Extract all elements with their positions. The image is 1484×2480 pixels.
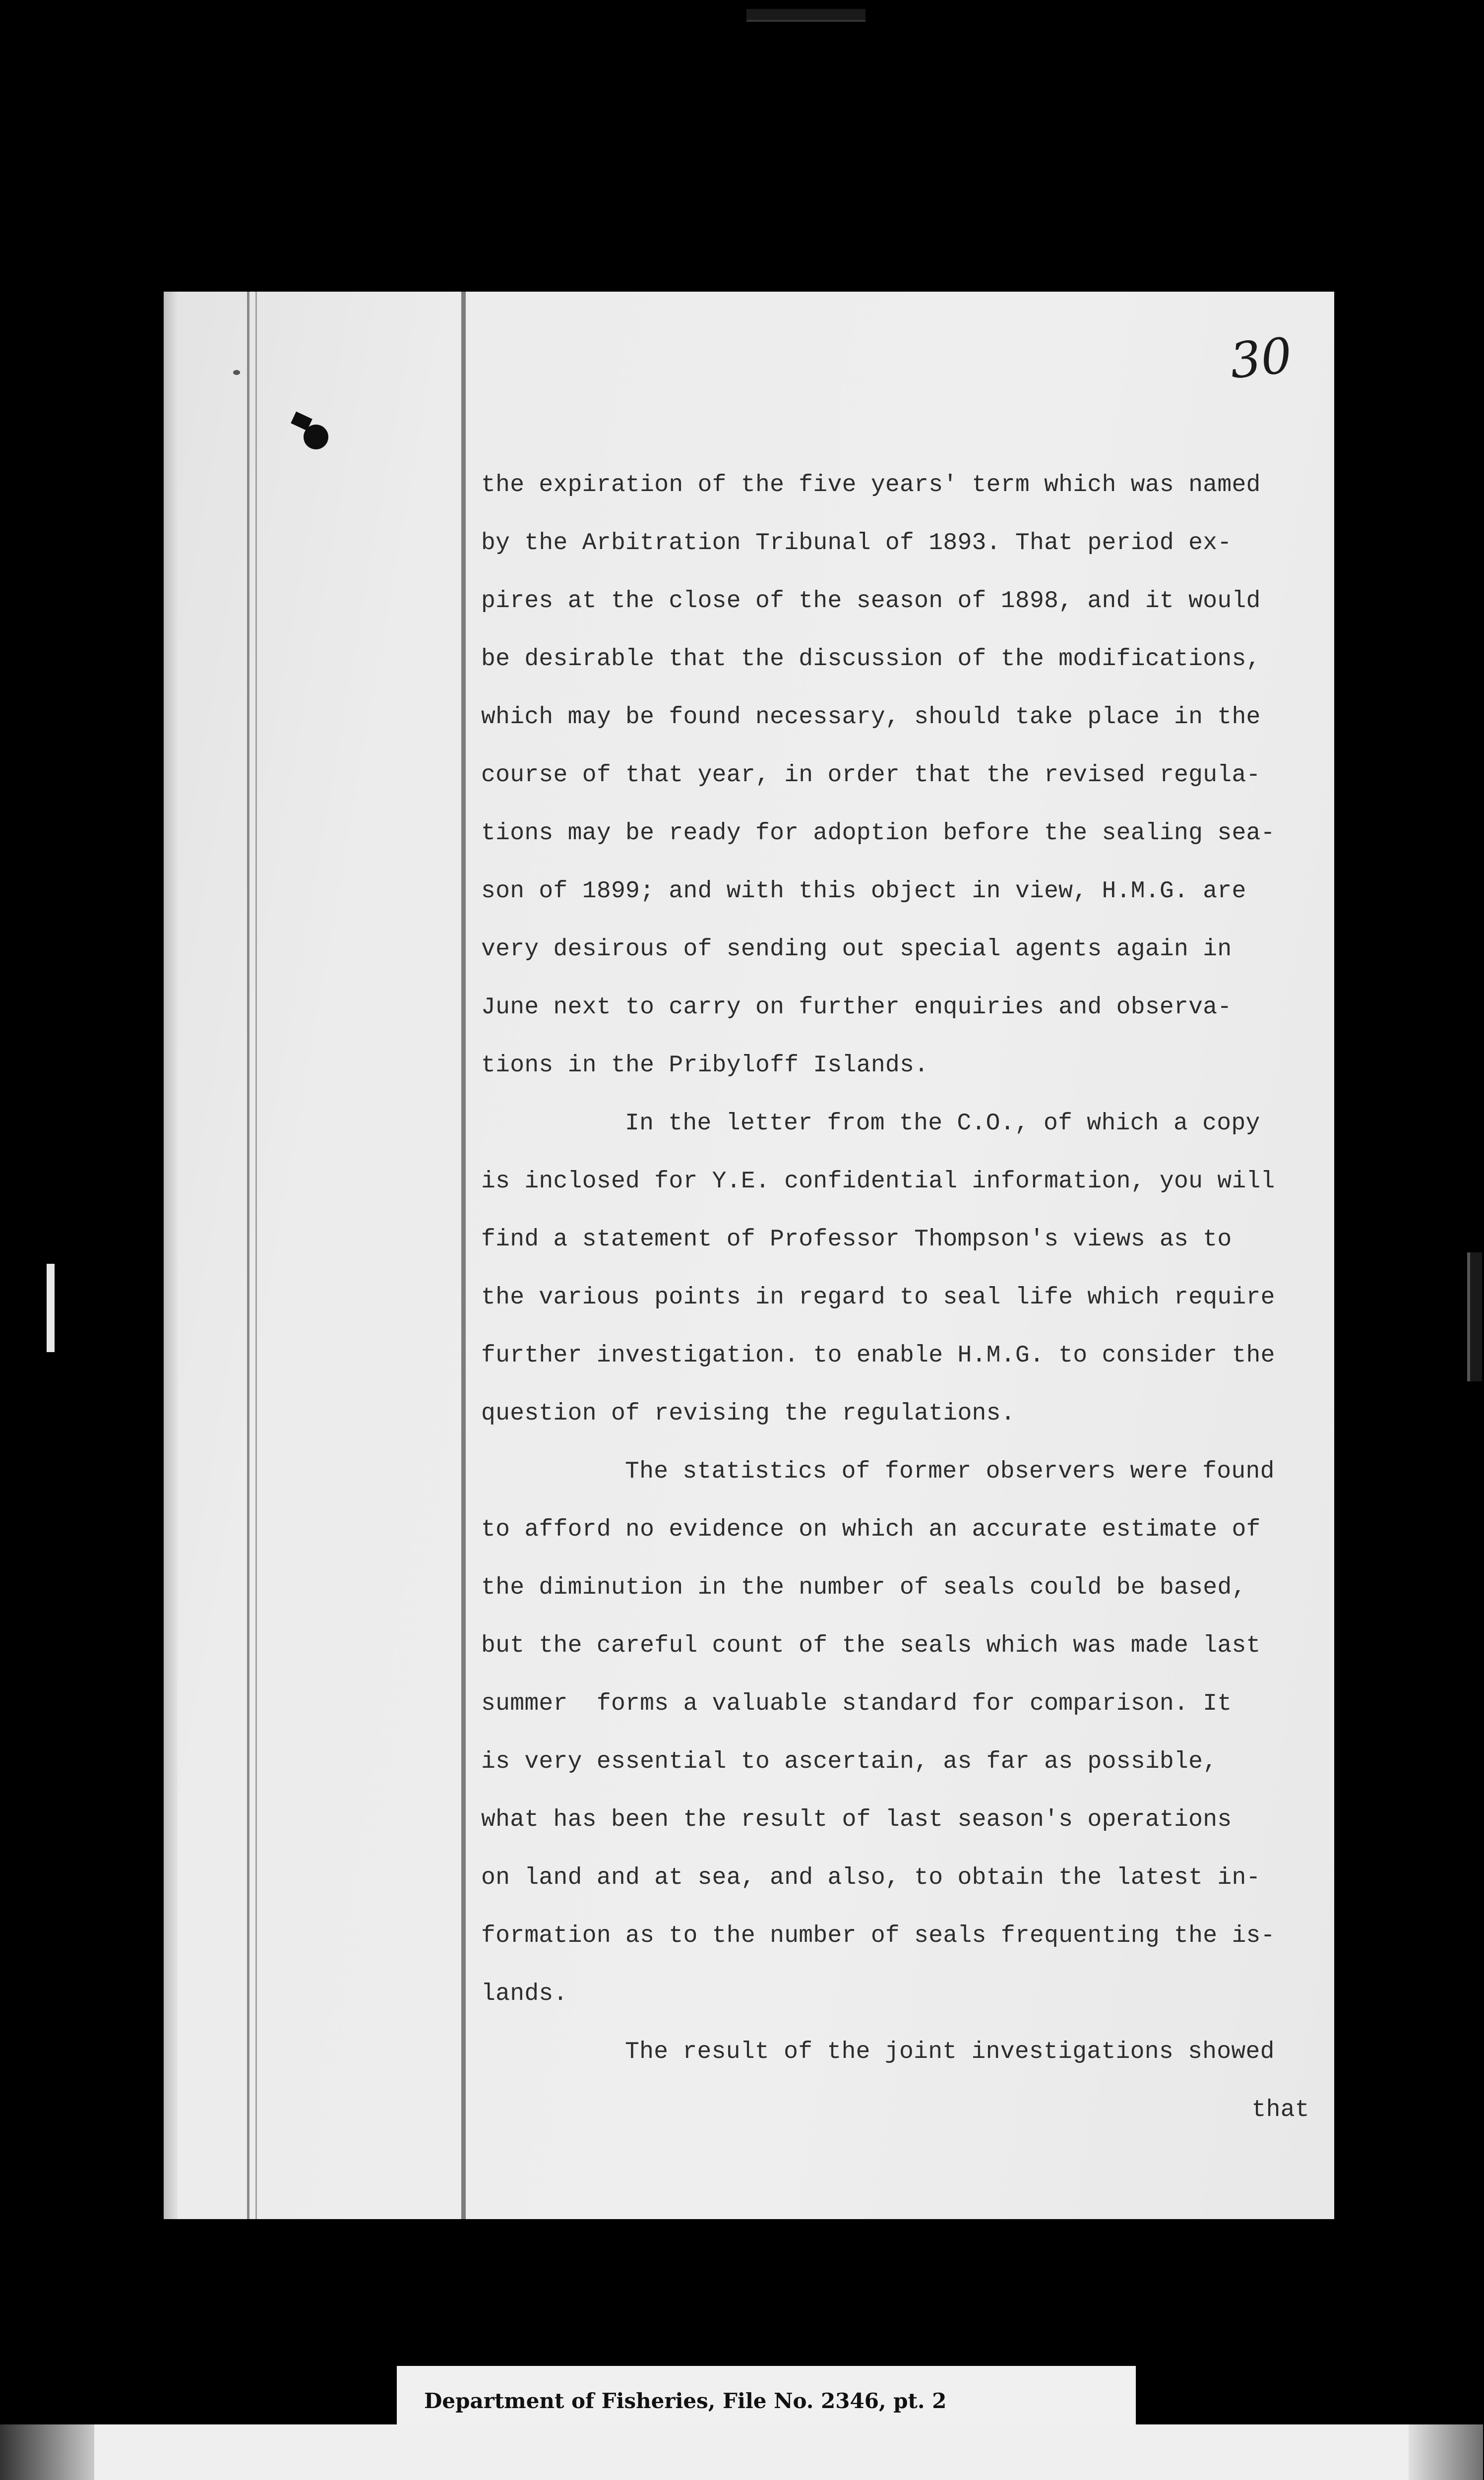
text-line: lands.	[481, 1981, 568, 2007]
text-line: tions in the Pribyloff Islands.	[481, 1052, 929, 1079]
archive-label-card	[94, 2424, 1414, 2480]
card-edge-shadow	[0, 2424, 94, 2480]
margin-rule	[461, 292, 466, 2219]
page-number: 30	[1227, 327, 1295, 390]
document-page	[164, 292, 1334, 2219]
card-edge-shadow	[1409, 2424, 1483, 2480]
punch-hole	[304, 425, 328, 449]
margin-rule	[247, 292, 249, 2219]
text-line: is inclosed for Y.E. confidential information, you will	[481, 1168, 1275, 1195]
text-line: is very essential to ascertain, as far as possible,	[481, 1748, 1218, 1775]
text-line: the various points in regard to seal life which require	[481, 1284, 1275, 1311]
letter-body	[481, 456, 1319, 2139]
text-line: what has been the result of last season's operations	[481, 1806, 1232, 1833]
film-edge-mark	[47, 1264, 55, 1352]
text-line: tions may be ready for adoption before the sealing sea-	[481, 820, 1275, 847]
top-edge-mark	[746, 9, 866, 22]
page-edge-shadow	[164, 292, 178, 2219]
text-line: very desirous of sending out special agents again in	[481, 936, 1232, 963]
file-reference: Department of Fisheries, File No. 2346, pt. 2	[424, 2389, 947, 2413]
text-line: further investigation. to enable H.M.G. to consider the	[481, 1342, 1275, 1369]
text-line: find a statement of Professor Thompson's views as to	[481, 1226, 1232, 1253]
text-line: which may be found necessary, should take place in the	[481, 704, 1261, 731]
text-line: the diminution in the number of seals could be based,	[481, 1574, 1246, 1601]
text-line: June next to carry on further enquiries and observa-	[481, 994, 1232, 1021]
paragraph-start-line: In the letter from the C.O., of which a copy	[625, 1110, 1260, 1137]
text-line: son of 1899; and with this object in view, H.M.G. are	[481, 878, 1246, 905]
paragraph-start-line: The statistics of former observers were found	[625, 1458, 1275, 1485]
catchword-line: that	[1251, 2097, 1309, 2123]
text-line: to afford no evidence on which an accurate estimate of	[481, 1516, 1261, 1543]
paragraph-start-line: The result of the joint investigations showed	[625, 2039, 1275, 2065]
text-line: pires at the close of the season of 1898, and it would	[481, 588, 1261, 615]
text-line: the expiration of the five years' term which was named	[481, 472, 1261, 498]
ink-speck	[233, 370, 240, 375]
text-line: summer forms a valuable standard for comparison. It	[481, 1690, 1232, 1717]
text-line: on land and at sea, and also, to obtain the latest in-	[481, 1864, 1261, 1891]
text-line: by the Arbitration Tribunal of 1893. That period ex-	[481, 530, 1232, 557]
file-reference-strip	[397, 2366, 1136, 2425]
text-line: formation as to the number of seals frequenting the is-	[481, 1922, 1275, 1949]
text-line: be desirable that the discussion of the modifications,	[481, 646, 1261, 673]
film-edge-mark	[1467, 1252, 1482, 1381]
text-line: course of that year, in order that the revised regula-	[481, 762, 1261, 789]
text-line: question of revising the regulations.	[481, 1400, 1015, 1427]
text-line: but the careful count of the seals which was made last	[481, 1632, 1261, 1659]
margin-rule	[255, 292, 257, 2219]
